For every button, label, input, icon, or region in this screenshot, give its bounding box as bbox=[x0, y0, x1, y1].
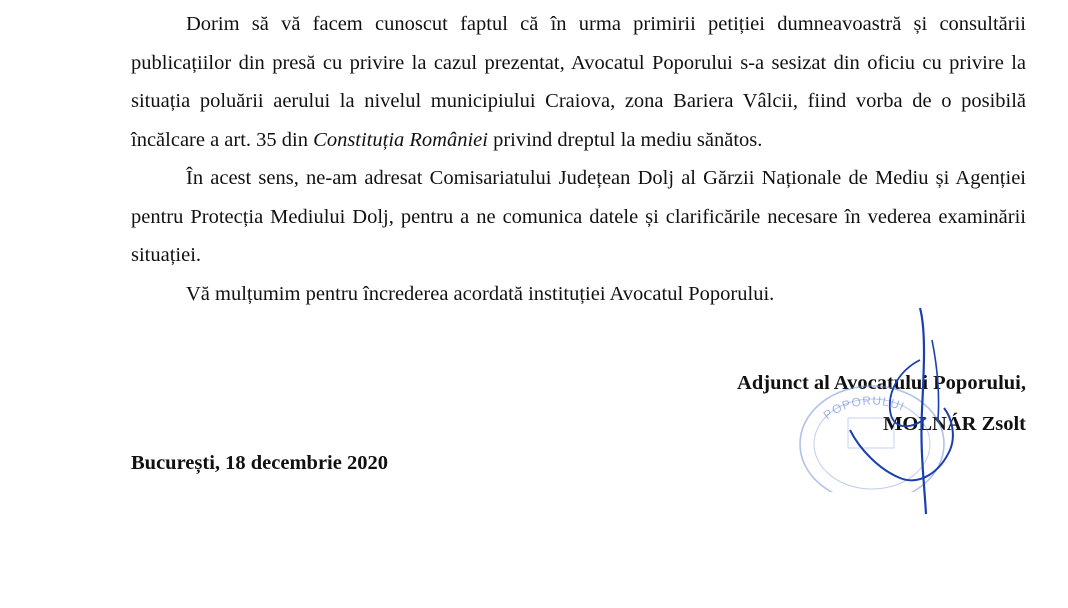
paragraph-3: Vă mulțumim pentru încrederea acordată instituției Avocatul Poporului. bbox=[186, 282, 775, 305]
place-and-date: București, 18 decembrie 2020 bbox=[131, 452, 388, 474]
paragraph-1-text: Dorim să vă facem cunoscut faptul că în urma primirii petiției dumneavoastră și consultării publicațiilor din presă cu privire la cazul prezentat, Avocatul Poporului s-a sesizat din oficiu cu privire la situația poluării aerului la nivelul municipiului Craiova, zona Bariera Vâlcii, fiind vorba de o posibilă încălcare a art. 35 din bbox=[131, 13, 1026, 151]
paragraph-2: În acest sens, ne-am adresat Comisariatului Județean Dolj al Gărzii Naționale de Mediu și Agenției pentru Protecția Mediului Dolj, pentru a ne comunica datele și clarificările necesare în vederea examinării situației. bbox=[131, 167, 1026, 266]
handwritten-signature bbox=[840, 300, 970, 520]
paragraph-1 bbox=[131, 5, 1026, 159]
stamp-lettering: POPORULUI bbox=[820, 393, 907, 423]
signatory-name: MOLNÁR Zsolt bbox=[883, 413, 1026, 435]
letter-body bbox=[131, 5, 1026, 313]
constitution-reference: Constituția României bbox=[313, 128, 488, 151]
signatory-title: Adjunct al Avocatului Poporului, bbox=[737, 372, 1026, 394]
paragraph-1-end: privind dreptul la mediu sănătos. bbox=[487, 128, 763, 151]
